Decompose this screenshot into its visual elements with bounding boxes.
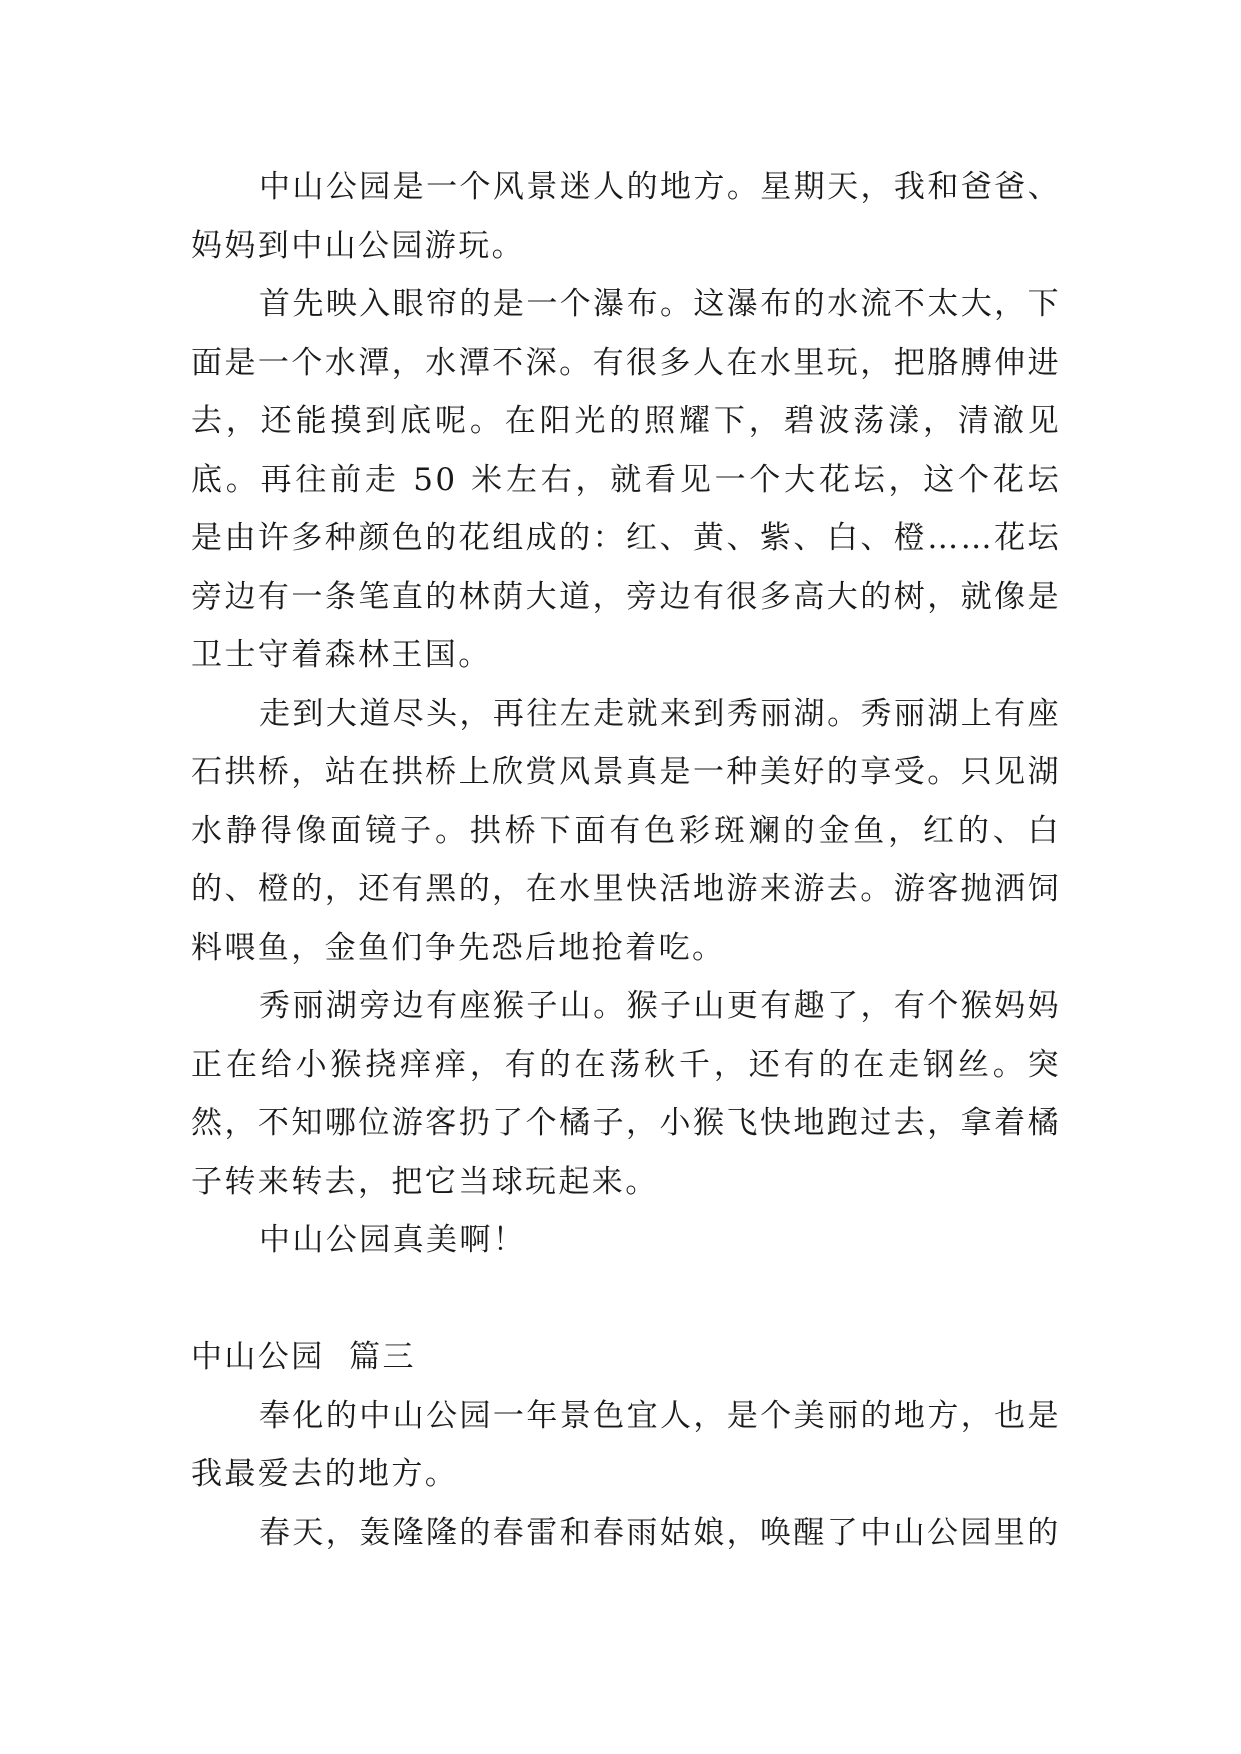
paragraph-waterfall: 首先映入眼帘的是一个瀑布。这瀑布的水流不太大，下面是一个水潭，水潭不深。有很多人在水里玩，把胳膊伸进去，还能摸到底呢。在阳光的照耀下，碧波荡漾，清澈见底。再往前走 50 米左右，就看见一个大花坛，这个花坛是由许多种颜色的花组成的：红、黄、紫、白、橙……花坛旁边有一条笔直的林荫大道，旁边有很多高大的树，就像是卫士守着森林王国。 [191,286,1061,673]
section-title: 中山公园 篇三 [191,1339,416,1375]
section-spacer [191,1270,1061,1329]
paragraph-section3-spring: 春天，轰隆隆的春雷和春雨姑娘，唤醒了中山公园里的 [259,1514,1061,1551]
paragraph-lake: 走到大道尽头，再往左走就来到秀丽湖。秀丽湖上有座石拱桥，站在拱桥上欣赏风景真是一种美好的享受。只见湖水静得像面镜子。拱桥下面有色彩斑斓的金鱼，红的、白的、橙的，还有黑的，在水里快活地游来游去。游客抛洒饲料喂鱼，金鱼们争先恐后地抢着吃。 [191,695,1061,966]
paragraph-conclusion: 中山公园真美啊！ [259,1222,527,1258]
paragraph-monkey-hill: 秀丽湖旁边有座猴子山。猴子山更有趣了，有个猴妈妈正在给小猴挠痒痒，有的在荡秋千，还有的在走钢丝。突然，不知哪位游客扔了个橘子，小猴飞快地跑过去，拿着橘子转来转去，把它当球玩起来。 [191,988,1061,1200]
paragraph-section3-intro: 奉化的中山公园一年景色宜人，是个美丽的地方，也是我最爱去的地方。 [191,1397,1061,1492]
paragraph-intro: 中山公园是一个风景迷人的地方。星期天，我和爸爸、妈妈到中山公园游玩。 [191,169,1061,264]
document-body [191,158,1061,1562]
